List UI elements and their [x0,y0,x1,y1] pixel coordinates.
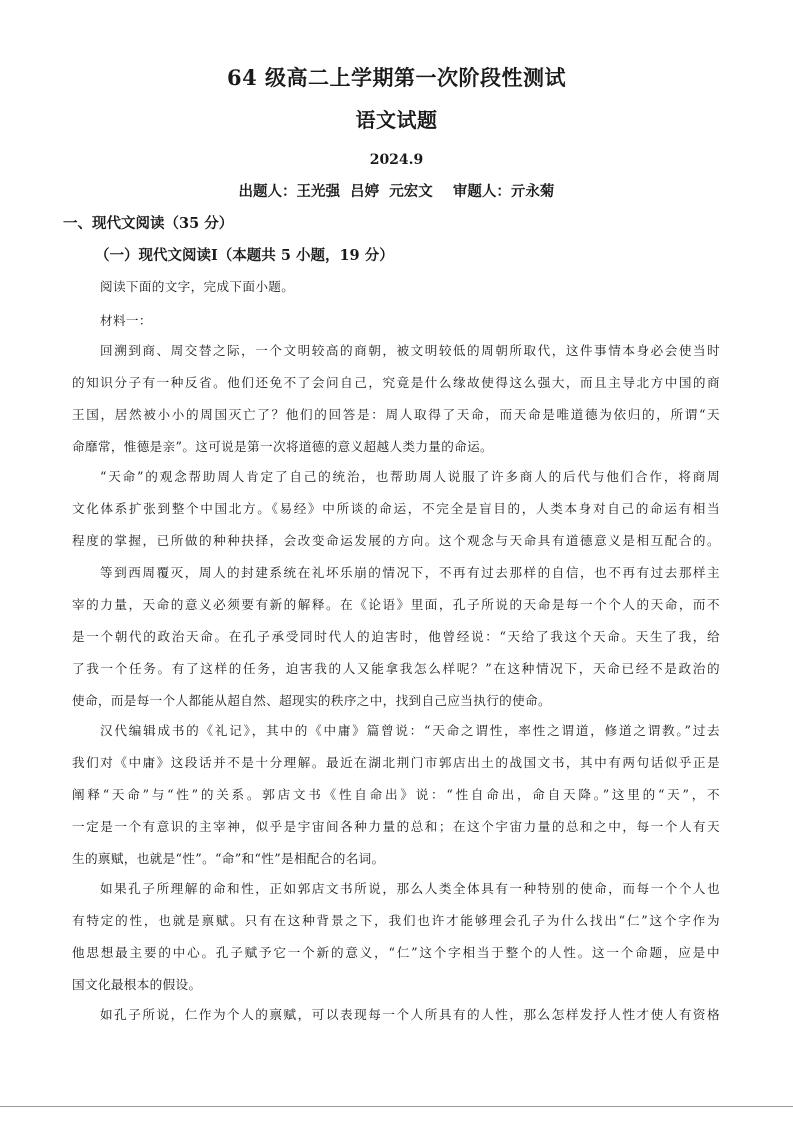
passage-line: 一定是一个有意识的主宰神，似乎是宇宙间各种力量的总和；在这个宇宙力量的总和之中，每一个人有天 [72,819,720,834]
passage-line: 了我一个任务。有了这样的任务，迫害我的人又能拿我怎么样呢？”在这种情况下，天命已经不是政治的 [72,661,720,676]
exam-authors: 出题人：王光强 吕婷 元宏文 审题人：亓永菊 [238,183,555,200]
passage-line: 汉代编辑成书的《礼记》，其中的《中庸》篇曾说：“天命之谓性，率性之谓道，修道之谓教。”过去 [100,723,720,738]
exam-date: 2024.9 [369,152,424,168]
passage-line: 命靡常，惟德是亲”。这可说是第一次将道德的意义超越人类力量的命运。 [72,439,493,454]
subsection-heading: （一）现代文阅读Ⅰ（本题共 5 小题，19 分） [95,247,394,264]
passage-line: 有特定的性，也就是禀赋。只有在这种背景之下，我们也许才能够理会孔子为什么找出“仁”这个字作为 [72,913,720,928]
instruction-text: 阅读下面的文字，完成下面小题。 [100,279,295,294]
passage-line: 阐释“天命”与“性”的关系。郭店文书《性自命出》说：“性自命出，命自天降。”这里的“天”，不 [72,787,720,802]
passage-line: 宰的力量，天命的意义必须要有新的解释。在《论语》里面，孔子所说的天命是每一个个人的天命，而不 [72,597,720,612]
passage-line: 如果孔子所理解的命和性，正如郭店文书所说，那么人类全体具有一种特别的使命，而每一个个人也 [100,881,720,896]
passage-line: 文化体系扩张到整个中国北方。《易经》中所谈的命运，不完全是盲目的，人类本身对自己的命运有相当 [72,501,720,516]
passage-line: 是一个朝代的政治天命。在孔子承受同时代人的迫害时，他曾经说：“天给了我这个天命。天生了我，给 [72,629,720,644]
passage-line: 如孔子所说，仁作为个人的禀赋，可以表现每一个人所具有的人性，那么怎样发抒人性才使人有资格 [100,1007,720,1022]
page-bottom-divider [0,1106,793,1107]
exam-title: 64 级高二上学期第一次阶段性测试 [226,65,567,90]
passage-line: 程度的掌握，已所做的种种抉择，会改变命运发展的方向。这个观念与天命具有道德意义是相互配合的。 [72,533,720,548]
passage-line: 的知识分子有一种反省。他们还免不了会问自己，究竟是什么缘故使得这么强大，而且主导北方中国的商 [72,375,720,390]
exam-subtitle: 语文试题 [355,108,438,132]
passage-line: 等到西周覆灭，周人的封建系统在礼坏乐崩的情况下，不再有过去那样的自信，也不再有过去那样主 [100,565,720,580]
material-label: 材料一： [100,313,152,328]
passage-line: “天命”的观念帮助周人肯定了自己的统治，也帮助周人说服了许多商人的后代与他们合作，将商周 [100,469,720,484]
passage-line: 回溯到商、周交替之际，一个文明较高的商朝，被文明较低的周朝所取代，这件事情本身必会使当时 [100,343,720,358]
passage-line: 我们对《中庸》这段话并不是十分理解。最近在湖北荆门市郭店出土的战国文书，其中有两句话似乎正是 [72,755,720,770]
passage-line: 王国，居然被小小的周国灭亡了？他们的回答是：周人取得了天命，而天命是唯道德为依归的，所谓“天 [72,407,720,422]
passage-line: 使命，而是每一个人都能从超自然、超现实的秩序之中，找到自己应当执行的使命。 [72,693,551,708]
section-heading: 一、现代文阅读（35 分） [63,215,234,232]
passage-line: 生的禀赋，也就是“性”。“命”和“性”是相配合的名词。 [72,851,385,866]
passage-line: 国文化最根本的假设。 [72,977,202,992]
passage-line: 他思想最主要的中心。孔子赋予它一个新的意义，“仁”这个字相当于整个的人性。这一个命题，应是中 [72,945,720,960]
